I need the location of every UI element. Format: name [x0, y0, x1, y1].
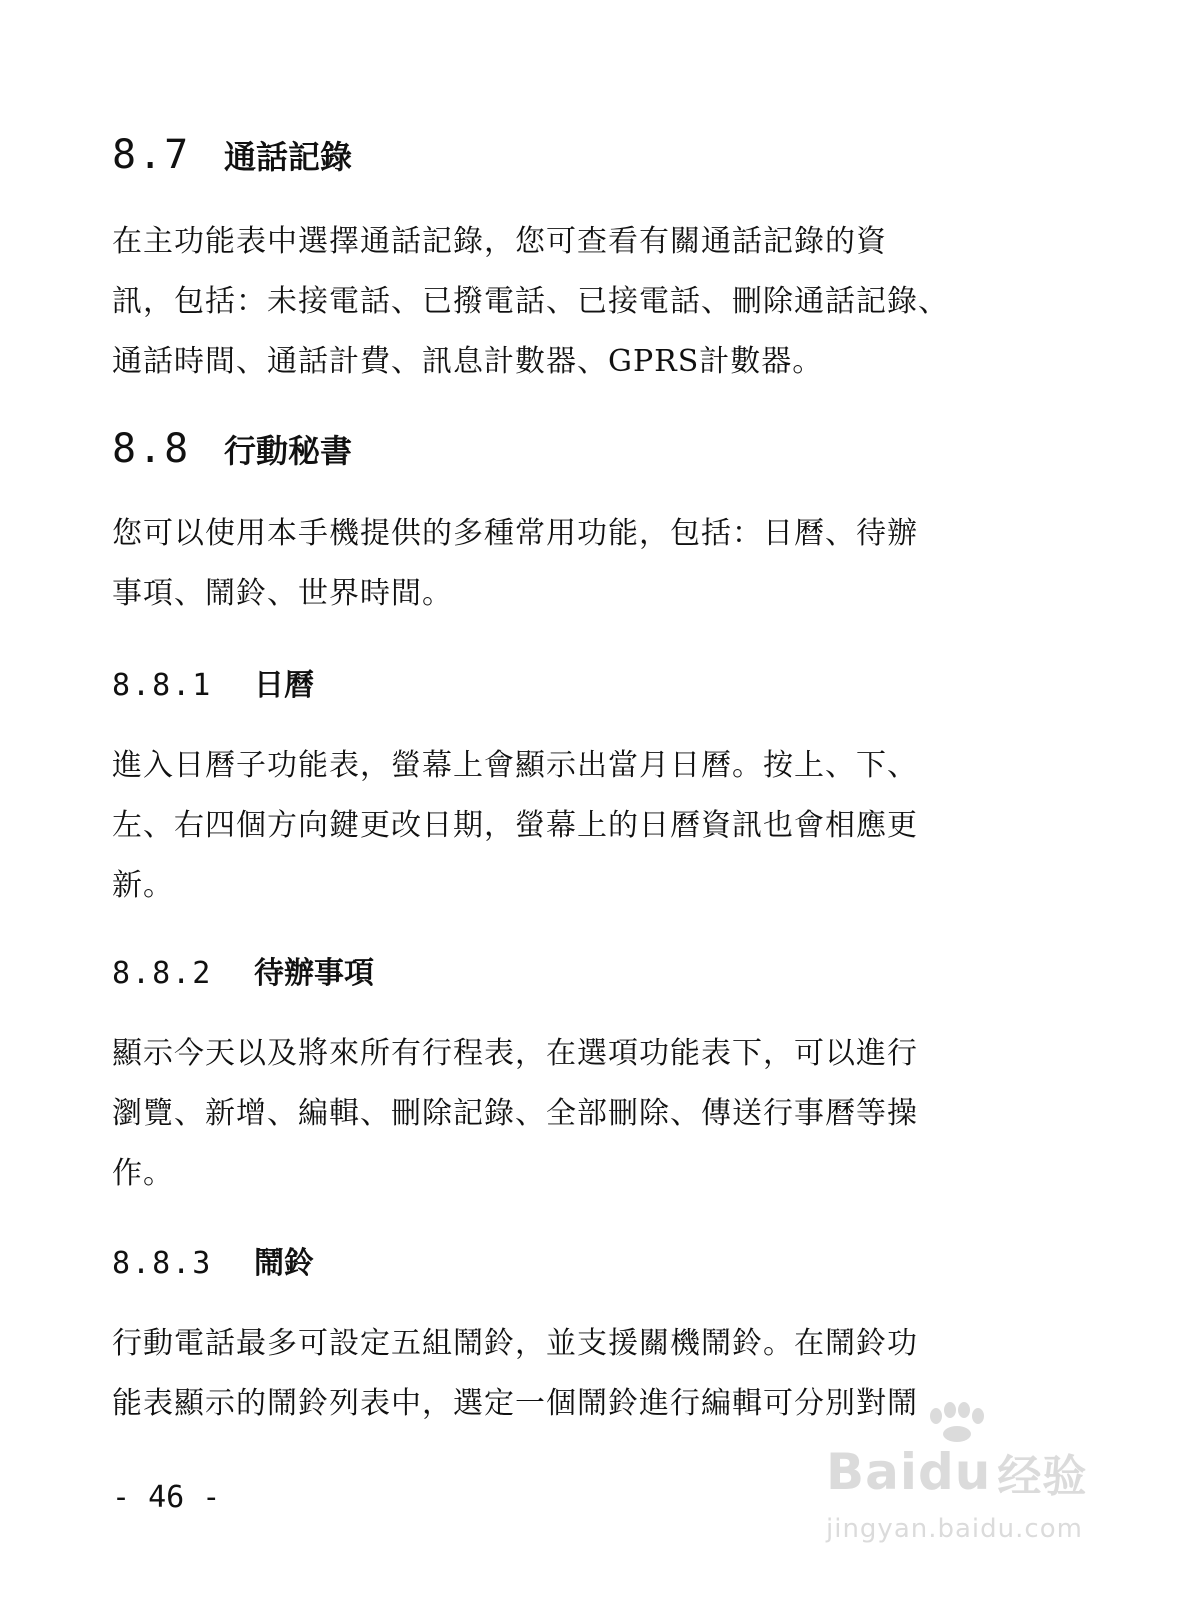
watermark-brand-suffix: 经验 — [997, 1451, 1088, 1502]
baidu-jingyan-watermark — [826, 1402, 1088, 1558]
paragraph-line: 事項、鬧鈴、世界時間。 — [112, 576, 453, 611]
section-number: 8.7 — [112, 132, 191, 178]
section-number: 8.8.3 — [112, 1246, 213, 1281]
paragraph-8-8 — [112, 504, 918, 624]
paragraph-line: 您可以使用本手機提供的多種常用功能，包括：日曆、待辦 — [112, 516, 918, 551]
section-title: 行動秘書 — [224, 432, 353, 470]
paragraph-line: 通話時間、通話計費、訊息計數器、GPRS計數器。 — [112, 344, 824, 379]
watermark-brand-text: Baidu — [826, 1443, 992, 1501]
section-heading-8-7 — [112, 132, 352, 178]
paragraph-8-8-1 — [112, 736, 918, 916]
paragraph-line: 作。 — [112, 1156, 174, 1191]
section-number: 8.8.2 — [112, 956, 213, 991]
watermark-url: jingyan.baidu.com — [826, 1514, 1083, 1544]
paragraph-8-8-3 — [112, 1314, 918, 1434]
paragraph-line: 左、右四個方向鍵更改日期，螢幕上的日曆資訊也會相應更 — [112, 808, 918, 843]
paragraph-line: 瀏覽、新增、編輯、刪除記錄、全部刪除、傳送行事曆等操 — [112, 1096, 918, 1131]
paragraph-line: 進入日曆子功能表，螢幕上會顯示出當月日曆。按上、下、 — [112, 748, 918, 783]
paragraph-line: 顯示今天以及將來所有行程表，在選項功能表下，可以進行 — [112, 1036, 918, 1071]
paw-icon — [924, 1402, 988, 1442]
section-title: 通話記錄 — [224, 138, 353, 176]
section-heading-8-8-1 — [112, 660, 314, 704]
paragraph-8-7 — [112, 212, 949, 392]
section-number: 8.8 — [112, 426, 191, 472]
section-title: 待辦事項 — [254, 956, 374, 991]
page-number: - 46 - — [112, 1480, 221, 1515]
watermark-brand — [826, 1440, 1087, 1504]
section-number: 8.8.1 — [112, 668, 213, 703]
section-title: 鬧鈴 — [254, 1246, 314, 1281]
section-title: 日曆 — [254, 668, 314, 703]
paragraph-line: 能表顯示的鬧鈴列表中，選定一個鬧鈴進行編輯可分別對鬧 — [112, 1386, 918, 1421]
paragraph-line: 行動電話最多可設定五組鬧鈴，並支援關機鬧鈴。在鬧鈴功 — [112, 1326, 918, 1361]
paragraph-line: 新。 — [112, 868, 174, 903]
paragraph-line: 在主功能表中選擇通話記錄，您可查看有關通話記錄的資 — [112, 224, 887, 259]
section-heading-8-8-2 — [112, 948, 374, 992]
paragraph-line: 訊，包括：未接電話、已撥電話、已接電話、刪除通話記錄、 — [112, 284, 949, 319]
section-heading-8-8-3 — [112, 1238, 314, 1282]
section-heading-8-8 — [112, 426, 352, 472]
paragraph-8-8-2 — [112, 1024, 918, 1204]
